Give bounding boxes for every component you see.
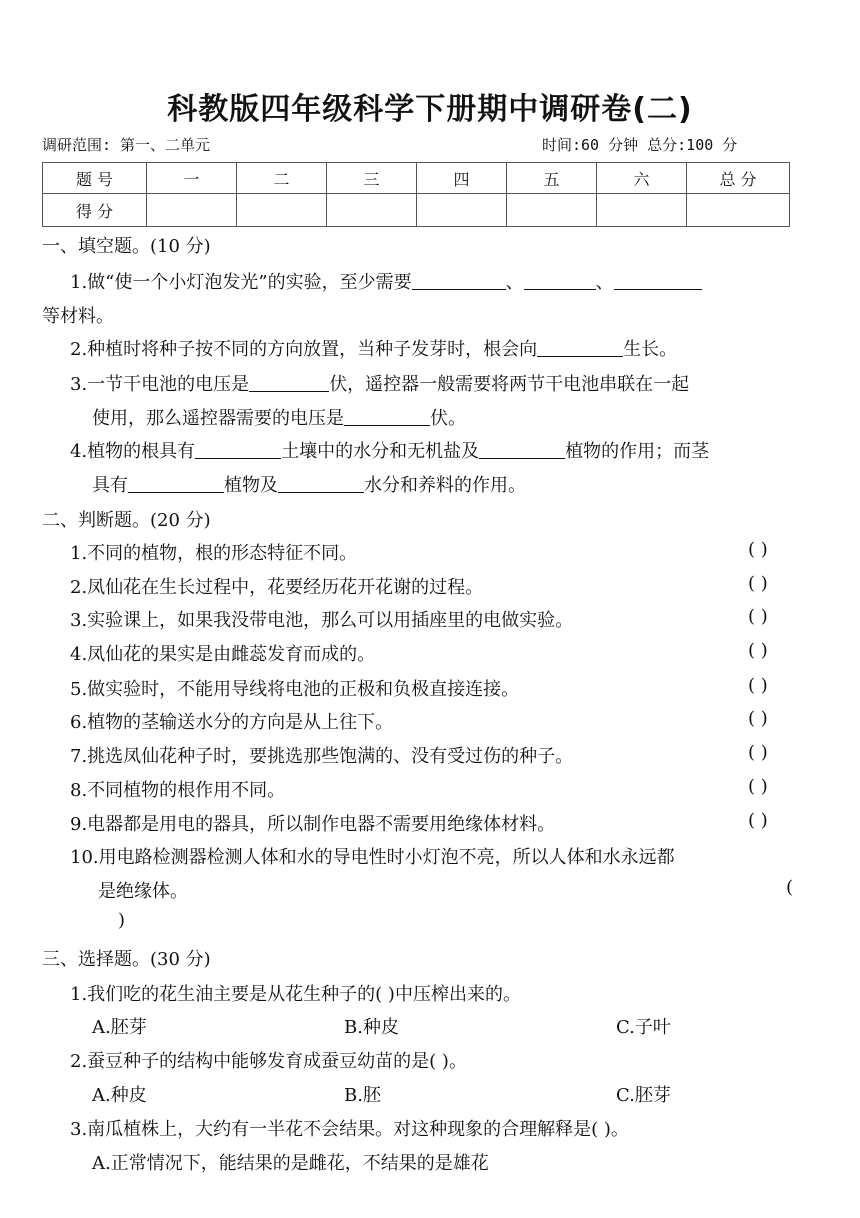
answer-parentheses[interactable]: ( ) [748,573,768,594]
judge-question: 2.凤仙花在生长过程中，花要经历花开花谢的过程。 [70,577,484,598]
question-text: 土壤中的水分和无机盐及 [281,441,480,462]
score-header-cell: 六 [597,163,687,194]
question-text: 植物及 [224,475,278,496]
answer-parentheses[interactable]: ( ) [748,776,768,797]
section-3-heading: 三、选择题。(30 分) [42,949,211,970]
exam-scope: 调研范围: 第一、二单元 [42,136,211,154]
answer-parentheses[interactable]: ( ) [748,810,768,831]
judge-question: 5.做实验时，不能用导线将电池的正极和负极直接连接。 [70,679,520,700]
answer-parentheses[interactable]: ( ) [748,606,768,627]
score-cell[interactable] [687,194,790,227]
answer-blank[interactable] [344,407,430,426]
judge-question: 4.凤仙花的果实是由雌蕊发育而成的。 [70,644,376,665]
score-cell[interactable] [417,194,507,227]
page-title: 科教版四年级科学下册期中调研卷(二) [167,92,693,127]
score-table-header-row [43,163,790,194]
answer-parentheses[interactable]: ( ) [748,539,768,560]
judge-question: 9.电器都是用电的器具，所以制作电器不需要用绝缘体材料。 [70,814,556,835]
score-header-cell: 总 分 [687,163,790,194]
answer-parentheses[interactable]: ( ) [748,708,768,729]
answer-blank[interactable] [537,338,623,357]
section-1-heading: 一、填空题。(10 分) [42,236,211,257]
score-header-cell: 题 号 [43,163,147,194]
fill-question-4 [70,437,709,463]
question-text: 使用，那么遥控器需要的电压是 [92,408,344,429]
score-header-cell: 一 [147,163,237,194]
answer-parentheses-close[interactable]: ) [118,910,126,931]
choice-option[interactable]: A.正常情况下，能结果的是雌花，不结果的是雄花 [92,1153,489,1174]
answer-parentheses-open[interactable]: ( [786,877,794,898]
answer-blank[interactable] [195,440,281,459]
choice-option[interactable]: C.子叶 [616,1017,671,1038]
question-text: 具有 [92,475,128,496]
choice-question-stem: 2.蚕豆种子的结构中能够发育成蚕豆幼苗的是( )。 [70,1051,467,1072]
judge-question: 3.实验课上，如果我没带电池，那么可以用插座里的电做实验。 [70,610,574,631]
score-header-cell: 二 [237,163,327,194]
separator: 、 [505,272,524,293]
judge-question: 6.植物的茎输送水分的方向是从上往下。 [70,712,394,733]
choice-option[interactable]: B.种皮 [344,1017,399,1038]
judge-question: 8.不同植物的根作用不同。 [70,780,286,801]
score-header-cell: 三 [327,163,417,194]
judge-question: 7.挑选凤仙花种子时，要挑选那些饱满的、没有受过伤的种子。 [70,746,574,767]
question-text: 植物的作用；而茎 [565,441,710,462]
answer-parentheses[interactable]: ( ) [748,640,768,661]
question-text: 4.植物的根具有 [70,441,196,462]
judge-question: 10.用电路检测器检测人体和水的导电性时小灯泡不亮，所以人体和水永远都 [70,847,675,868]
judge-question-cont: 是绝缘体。 [98,881,188,902]
score-table [42,162,790,227]
fill-question-1 [70,268,702,294]
question-text: 3.一节干电池的电压是 [70,374,250,395]
answer-parentheses[interactable]: ( ) [748,742,768,763]
question-text: 伏，遥控器一般需要将两节干电池串联在一起 [329,374,690,395]
choice-option[interactable]: B.胚 [344,1085,381,1106]
question-text: 生长。 [623,339,678,360]
score-row-label: 得 分 [43,194,147,227]
judge-question: 1.不同的植物，根的形态特征不同。 [70,543,358,564]
exam-time-score: 时间:60 分钟 总分:100 分 [542,136,738,154]
fill-question-2 [70,335,677,361]
answer-blank[interactable] [479,440,565,459]
choice-option[interactable]: A.胚芽 [92,1017,147,1038]
score-cell[interactable] [597,194,687,227]
score-header-cell: 四 [417,163,507,194]
answer-blank[interactable] [524,271,596,290]
section-2-heading: 二、判断题。(20 分) [42,510,211,531]
question-text: 1.做“使一个小灯泡发光”的实验，至少需要 [70,272,412,293]
question-text: 水分和养料的作用。 [364,475,526,496]
fill-question-3 [70,370,689,396]
fill-question-1-cont: 等材料。 [42,306,114,327]
separator: 、 [595,272,614,293]
answer-blank[interactable] [412,271,506,290]
choice-option[interactable]: C.胚芽 [616,1085,671,1106]
answer-blank[interactable] [128,474,224,493]
question-text: 伏。 [430,408,466,429]
score-cell[interactable] [237,194,327,227]
score-cell[interactable] [507,194,597,227]
answer-blank[interactable] [614,271,702,290]
score-cell[interactable] [327,194,417,227]
question-text: 2.种植时将种子按不同的方向放置，当种子发芽时，根会向 [70,339,538,360]
score-header-cell: 五 [507,163,597,194]
choice-option[interactable]: A.种皮 [92,1085,147,1106]
fill-question-4-cont [92,471,526,497]
choice-question-stem: 1.我们吃的花生油主要是从花生种子的( )中压榨出来的。 [70,984,521,1005]
choice-question-stem: 3.南瓜植株上，大约有一半花不会结果。对这种现象的合理解释是( )。 [70,1119,629,1140]
answer-blank[interactable] [249,373,329,392]
score-cell[interactable] [147,194,237,227]
answer-blank[interactable] [278,474,364,493]
answer-parentheses[interactable]: ( ) [748,675,768,696]
score-table-score-row [43,194,790,227]
fill-question-3-cont [92,404,466,430]
